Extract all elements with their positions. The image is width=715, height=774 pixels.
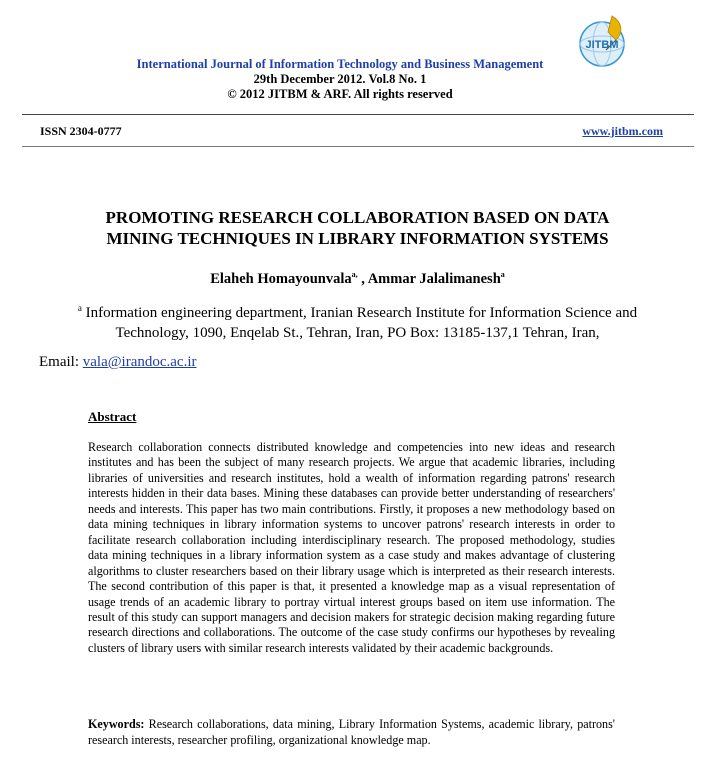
header-rule [22, 114, 694, 115]
author-1-sup: a, [351, 270, 358, 279]
logo-text: JITBM [585, 39, 619, 51]
affiliation-line-2: Technology, 1090, Enqelab St., Tehran, Iran, PO Box: 13185-137,1 Tehran, Iran, [115, 325, 600, 341]
title-line-2: MINING TECHNIQUES IN LIBRARY INFORMATION SYSTEMS [106, 229, 609, 248]
author-2: Ammar Jalalimanesh [367, 270, 501, 287]
title-line-1: PROMOTING RESEARCH COLLABORATION BASED ON DATA [105, 208, 610, 227]
author-1: Elaheh Homayounvala [210, 270, 352, 287]
affiliation-sup: a [77, 303, 82, 313]
abstract-heading: Abstract [88, 409, 137, 424]
email-link[interactable]: vala@irandoc.ac.ir [82, 354, 197, 370]
website-link[interactable]: www.jitbm.com [582, 124, 663, 138]
keywords [88, 716, 615, 748]
jitbm-logo [572, 12, 634, 70]
email-label: Email: [39, 354, 83, 370]
abstract-body: Research collaboration connects distributed knowledge and competencies into new ideas and research institutes and has been the subject of many research projects. We argue that academic libraries, including libraries of universities and research institutes, hold a wealth of information regarding patrons' research interests hidden in their data bases. Mining these databases can provide better understanding of researchers' needs and interests. This paper has two main contributions. Firstly, it proposes a new methodology based on data mining techniques in library information systems to uncover patrons' research interests in order to facilitate research collaboration including interdisciplinary research. The proposed methodology, studies data mining techniques in a library information system as a case study and makes advantage of clustering algorithms to cluster researchers based on their library usage which is interpreted as their research interests. The second contribution of this paper is that, it presented a knowledge map as a visual representation of usage trends of an academic library to portray virtual interest groups based on item use information. The result of this study can support managers and decision makers for strategic decision making regarding future research directions and collaborations. The outcome of the case study confirms our hypotheses by revealing clusters of library users with similar research interests validated by their academic backgrounds. [88, 440, 615, 655]
issn: ISSN 2304-0777 [40, 124, 122, 138]
affiliation [30, 298, 685, 343]
affiliation-line-1: Information engineering department, Iranian Research Institute for Information Science and [81, 305, 638, 321]
paper-title [0, 207, 715, 249]
issue-line: 29th December 2012. Vol.8 No. 1 [253, 72, 427, 86]
authors [0, 270, 715, 288]
keywords-text: Research collaborations, data mining, Library Information Systems, academic library, patrons' research interests, researcher profiling, organizational knowledge map. [88, 717, 615, 747]
keywords-label: Keywords: [88, 717, 145, 731]
header-rule-bottom [22, 146, 694, 147]
journal-name: International Journal of Information Technology and Business Management [136, 57, 544, 71]
email-line [39, 354, 197, 371]
author-2-sup: a [500, 270, 505, 279]
copyright-line: © 2012 JITBM & ARF. All rights reserved [227, 87, 453, 101]
author-separator: , [357, 270, 368, 287]
